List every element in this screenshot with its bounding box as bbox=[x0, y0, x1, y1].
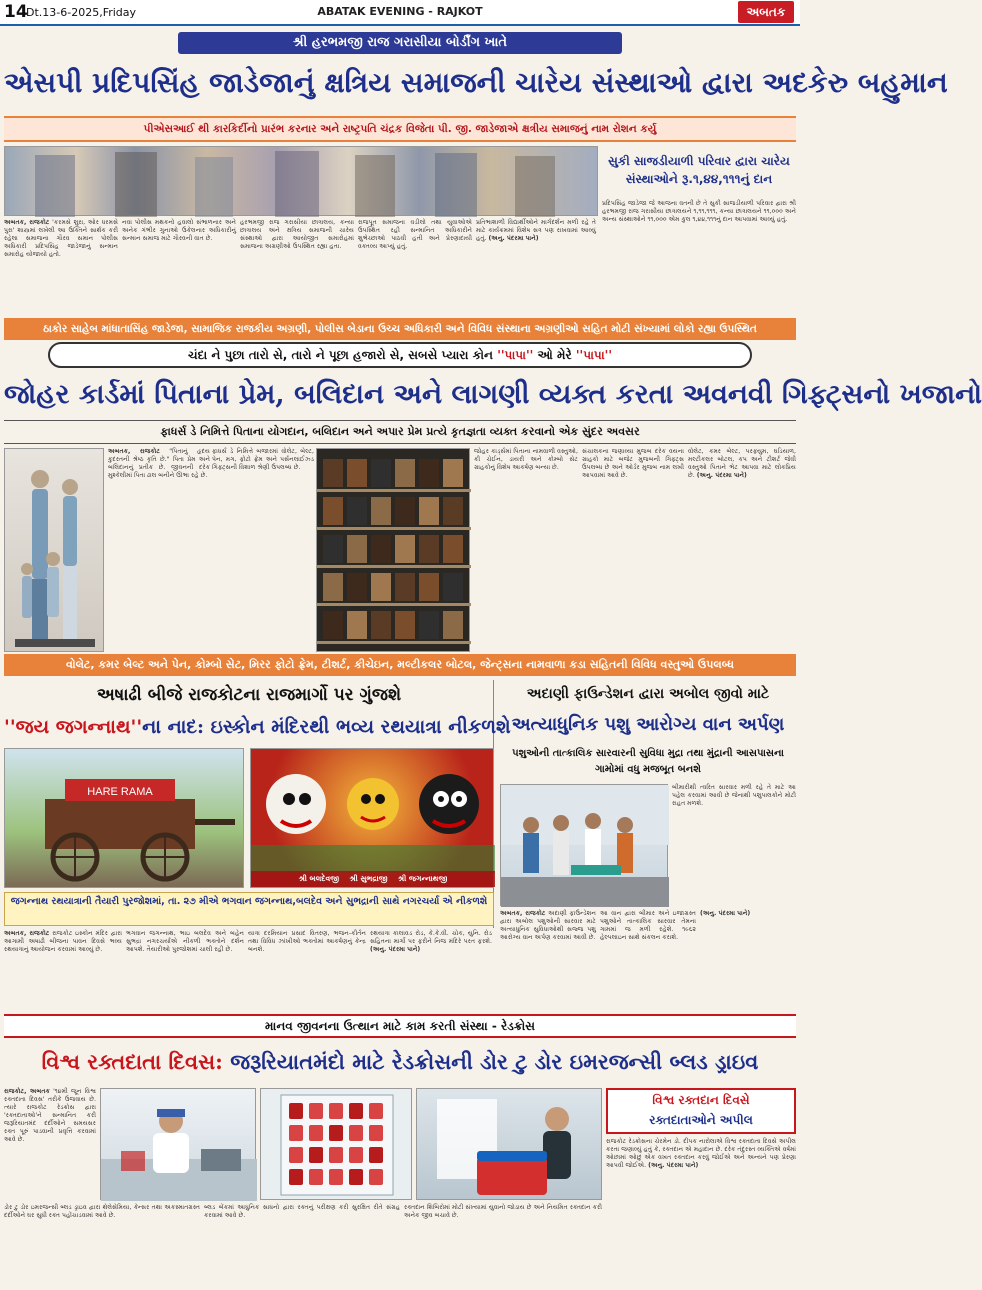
story5-column bbox=[4, 1088, 96, 1200]
story2-footer: વોલેટ, કમર બેલ્ટ અને પેન, કોમ્બો સેટ, મિરર ફોટો ફ્રેમ, ટીશર્ટ, કીચેઇન, મલ્ટીકલર બોટલ, જેન્ટ્સના નામવાળા કડા સહિતની વિવિધ વસ્તુઓ ઉપલબ્ધ bbox=[4, 654, 796, 676]
family-figurine bbox=[5, 449, 105, 653]
blood-bag bbox=[349, 1103, 363, 1119]
wallet-item bbox=[323, 611, 343, 639]
story4-side-column: બીમારીથી ત્વરિત સારવાર મળી રહે તે માટે આ પહેલ કરવામાં આવી છે જેનાથી પશુપાલકોને મોટી રાહત મળશે. bbox=[672, 784, 796, 807]
blood-bag bbox=[349, 1147, 363, 1163]
story3-body bbox=[4, 930, 494, 1008]
shelf bbox=[317, 603, 471, 606]
wallet-item bbox=[371, 573, 391, 601]
story5-side-body bbox=[606, 1138, 796, 1286]
handover-ceremony bbox=[501, 785, 669, 907]
kicker-text: ચંદા ને પુછા તારો સે, તારો ને પૂછા હજારો સે, સબસે પ્યારા કોન bbox=[188, 348, 493, 362]
story2-column-text bbox=[108, 448, 210, 652]
story2-column-4: સંચાલકના જણાવ્યા મુજબ દરેક વયના ગ્રાહકો માટે બજેટ મુજબની ગિફ્ટ્સ ઉપલબ્ધ છે અને ઓર્ડર મુજબ નામ લખી આપવામાં આવે છે. bbox=[582, 448, 684, 479]
wallet-item bbox=[371, 497, 391, 525]
wallet-item bbox=[347, 459, 367, 487]
blood-bag bbox=[289, 1103, 303, 1119]
story1-column: નવા પોલીસ મથકનો હવાલો સંભાળનાર અને અનેક ગંભીર ગુનાઓ ઉકેલનાર અધિકારીનું સન્માન સમાજ માટે ગૌરવની વાત છે. bbox=[122, 219, 236, 242]
wallet-item bbox=[443, 459, 463, 487]
story4-credit: (અનુ. પંદરમા પાને) bbox=[700, 910, 751, 917]
story3-column: યાત્રા દરમિયાન પ્રસાદ વિતરણ, ભજન-કીર્તન તથા વિવિધ ઝાંખીઓ ભક્તોમાં આકર્ષણનું કેન્દ્ર બનશે. bbox=[248, 930, 366, 953]
story4-column: આ વાન દ્વારા બીમાર અને ઇજાગ્રસ્ત પશુઓને તાત્કાલિક સારવાર તેમના ગામમાં જ મળી રહેશે. ૧૯૬૨ હેલ્પલાઇન સાથે સંકલન કરાશે. bbox=[600, 910, 696, 941]
headline-text: જરૂરિયાતમંદો માટે રેડક્રોસની ડોર ટુ ડોર ઇમરજન્સી બ્લડ ડ્રાઇવ bbox=[230, 1049, 759, 1074]
kicker-text: ઓ મેરે bbox=[537, 348, 572, 362]
paper-name: ABATAK EVENING - RAJKOT bbox=[317, 5, 483, 18]
wallet-item bbox=[323, 573, 343, 601]
story2-column-2: ફાધર્સ ડે નિમિત્તે બજારમાં વોલેટ, બેલ્ટ, પેન, મગ, ફોટો ફ્રેમ અને પર્સનલાઈઝ્ડ ગિફ્ટ્સની વિશાળ શ્રેણી ઉપલબ્ધ છે. bbox=[212, 448, 314, 471]
story5-credit: (અનુ. પંદરમા પાને) bbox=[648, 1162, 699, 1169]
story5-dateline: રાજકોટ, અબતક bbox=[4, 1088, 50, 1095]
paper-logo: અબતક bbox=[738, 1, 794, 23]
wallet-item bbox=[443, 573, 463, 601]
blood-bag bbox=[349, 1125, 363, 1141]
story2-wallets-photo bbox=[316, 448, 470, 652]
story3-credit: (અનુ. પંદરમા પાને) bbox=[370, 946, 421, 953]
story5-column: બ્લડ બેંકમાં આધુનિક સાધનો દ્વારા રક્તનું પરીક્ષણ કરી સુરક્ષિત રીતે સંગ્રહ કરવામાં આવે છે. bbox=[204, 1204, 400, 1219]
wallet-item bbox=[395, 459, 415, 487]
wallet-item bbox=[323, 535, 343, 563]
story4-column bbox=[500, 910, 596, 1006]
wallet-item bbox=[419, 535, 439, 563]
deity-label: શ્રી જગન્નાથજી bbox=[398, 874, 448, 883]
story2-subhead: ફાધર્સ ડે નિમિત્તે પિતાના યોગદાન, બલિદાન અને અપાર પ્રેમ પ્રત્યે કૃતજ્ઞતા વ્યક્ત કરવાનો એક સુંદર અવસર bbox=[4, 420, 796, 444]
wallet-item bbox=[395, 573, 415, 601]
blood-bag bbox=[289, 1169, 303, 1185]
headline-highlight: વિશ્વ રક્તદાતા દિવસ: bbox=[41, 1049, 223, 1074]
story4-kicker: અદાણી ફાઉન્ડેશન દ્વારા અબોલ જીવો માટે bbox=[526, 686, 770, 702]
wallet-item bbox=[395, 497, 415, 525]
story2-credit: (અનુ. પંદરમા પાને) bbox=[696, 472, 747, 479]
story4-headline: અત્યાધુનિક પશુ આરોગ્ય વાન અર્પણ bbox=[511, 714, 785, 735]
shelf bbox=[317, 489, 471, 492]
blood-bag bbox=[289, 1125, 303, 1141]
story3-dateline: અબતક, રાજકોટ bbox=[4, 930, 50, 937]
story5-text: '૧૪મી જૂન વિશ્વ રક્તદાતા દિવસ' તરીકે ઉજવાય છે. ત્યારે રાજકોટ રેડક્રોસ દ્વારા 'રક્તદાતાઓ'ને સન્માનિત કરી જરૂરિયાતમંદ દર્દીઓને સમયસર રક્ત પૂરું પાડવાની પ્રવૃત્તિ કરવામાં આવે છે. bbox=[4, 1088, 97, 1143]
story3-chariot-photo bbox=[4, 748, 244, 888]
story4 bbox=[500, 680, 796, 1008]
story1-column: હરભમજી રાજ ગરાસીયા છાત્રાલય, કન્યા છાત્રાલય અને ક્ષત્રિય સમાજની ચારેય સંસ્થાઓ દ્વારા આયોજીત સમારોહમાં સમાજના અગ્રણીઓ ઉપસ્થિત રહ્યા હતા. bbox=[240, 219, 354, 250]
story3-text: રથયાત્રા કાલાવડ રોડ, કે.કે.વી. ચોક, યુનિ. રોડ સહિતના માર્ગો પર ફરીને નિજ મંદિરે પરત ફરશે. bbox=[370, 930, 492, 945]
lab-technician bbox=[101, 1089, 257, 1201]
story1-subhead-box bbox=[4, 116, 796, 142]
blood-bag bbox=[309, 1169, 323, 1185]
wallet-item bbox=[419, 497, 439, 525]
wallet-item bbox=[347, 573, 367, 601]
story1-column bbox=[476, 219, 596, 315]
story4-dateline: અબતક, રાજકોટ bbox=[500, 910, 546, 917]
story5-kicker: માનવ જીવનના ઉત્થાન માટે કામ કરતી સંસ્થા - રેડક્રોસ bbox=[4, 1014, 796, 1038]
story3-column: ભગવાન જગન્નાથ, ભાઇ બલદેવ અને બહેન સુભદ્રા નગરચર્યાએ નીકળી ભક્તોને દર્શન આપશે. તૈયારીઓ પુરજોશમાં ચાલી રહી છે. bbox=[126, 930, 244, 953]
story3-deities-photo bbox=[250, 748, 494, 888]
story3-column bbox=[4, 930, 122, 1008]
story2-headline: જોહર કાર્ડમાં પિતાના પ્રેમ, બલિદાન અને લાગણી વ્યક્ત કરતા અવનવી ગિફ્ટ્સનો ખજાનો bbox=[4, 379, 982, 410]
story1-side-body: પ્રદિપસિંહ જાડેજા જે આજના વતની છે તે સુકી સાજડીયાળી પરિવાર દ્વારા શ્રી હરભમજી રાજ ગરાસીયા છાત્રાલયને ૧,૧૧,૧૧૧, કન્યા છાત્રાલયને ૧૧,૦૦૦ અને અન્ય સંસ્થાઓને ૧૧,૦૦૦ એમ કુલ ૧,૪૪,૧૧૧નું દાન આપવામાં આવ્યું હતું. bbox=[602, 200, 796, 223]
headline-quote: ''જય જગન્નાથ'' bbox=[4, 716, 143, 738]
shelf bbox=[317, 527, 471, 530]
shelf bbox=[317, 565, 471, 568]
masthead bbox=[0, 0, 800, 26]
wallet-item bbox=[419, 459, 439, 487]
story3-column bbox=[370, 930, 492, 1008]
blood-bag bbox=[369, 1125, 383, 1141]
wallet-item bbox=[419, 573, 439, 601]
chariot bbox=[5, 749, 245, 889]
wallet-item bbox=[443, 611, 463, 639]
wallet-item bbox=[395, 535, 415, 563]
deity-label: શ્રી બલદેવજી bbox=[298, 874, 340, 883]
story2-kicker bbox=[48, 342, 752, 368]
wallet-item bbox=[371, 611, 391, 639]
story2-column-text bbox=[688, 448, 796, 652]
people-silhouettes bbox=[5, 147, 599, 217]
story4-text: અદાણી ફાઉન્ડેશન દ્વારા અબોલ પશુઓની સારવાર માટે અત્યાધુનિક સુવિધાઓથી સજ્જ પશુ આરોગ્ય વાન અર્પણ કરવામાં આવી છે. bbox=[500, 910, 596, 941]
wallet-item bbox=[323, 459, 343, 487]
story5-column: રક્તદાન શિબિરોમાં મોટી સંખ્યામાં યુવાનો જોડાય છે અને નિયમિત રક્તદાન કરી અનેક જીવ બચાવે છે. bbox=[404, 1204, 602, 1219]
story2-family-figurine-photo bbox=[4, 448, 104, 652]
wallet-item bbox=[347, 535, 367, 563]
story3-kicker: અષાઢી બીજે રાજકોટના રાજમાર્ગો પર ગુંજશે bbox=[96, 685, 402, 705]
story5-side-title bbox=[606, 1088, 796, 1134]
story1-footer: ઠાકોર સાહેબ માંધાતાસિંહ જાડેજા, સામાજિક રાજકીય અગ્રણી, પોલીસ બેડાના ઉચ્ચ અધિકારી અને વિવિધ સંસ્થાના અગ્રણીઓ સહિત મોટી સંખ્યામાં લોકો રહ્યા ઉપસ્થિત bbox=[4, 318, 796, 340]
blood-bag bbox=[369, 1103, 383, 1119]
wallet-item bbox=[347, 611, 367, 639]
wallet-display-shelves bbox=[317, 449, 471, 653]
story1-dateline: અબતક, રાજકોટ bbox=[4, 219, 50, 226]
chariot-banner: HARE RAMA bbox=[87, 786, 153, 798]
story5-headline bbox=[4, 1040, 796, 1084]
story2-dateline: અબતક, રાજકોટ bbox=[108, 448, 160, 455]
story1-group-photo bbox=[4, 146, 598, 216]
blood-bag bbox=[329, 1147, 343, 1163]
shelf bbox=[317, 641, 471, 644]
story1-headline: એસપી પ્રદિપસિંહ જાડેજાનું ક્ષત્રિય સમાજની ચારેય સંસ્થાઓ દ્વારા અદકેરુ બહુમાન bbox=[4, 66, 948, 99]
story1-subhead: પીએસઆઈ થી કારકિર્દીનો પ્રારંભ કરનાર અને રાષ્ટ્રપતિ ચંદ્રક વિજેતા પી. જી. જાડેજાએ ક્ષત્રીય સમાજનું નામ રોશન કર્યુ bbox=[143, 123, 657, 135]
issue-date: Dt.13-6-2025,Friday bbox=[26, 6, 137, 19]
blood-bag bbox=[329, 1103, 343, 1119]
blood-bag bbox=[309, 1147, 323, 1163]
wallet-item bbox=[323, 497, 343, 525]
blood-bag bbox=[329, 1169, 343, 1185]
wallet-item bbox=[371, 535, 391, 563]
story1-column bbox=[4, 219, 118, 315]
story1-body bbox=[4, 219, 598, 315]
story4-subhead: પશુઓની તાત્કાલિક સારવારની સુવિધા મુદ્રા તથા મુંદ્રાની આસપાસના ગામોમાં વધુ મજબૂત બનશે bbox=[512, 748, 784, 775]
kicker-quote: ''પાપા'' bbox=[575, 348, 612, 362]
story3-subhead: જગન્નાથ રથયાત્રાની તૈયારી પુરજોશમાં, તા. ૨૭ મીએ ભગવાન જગન્નાથ,બલદેવ અને સુભદ્રાની સાથે નગરચર્યા એ નીકળશે bbox=[4, 892, 494, 926]
story2-text: "પિતાનું હૃદય કુદરતની શ્રેષ્ઠ કૃતિ છે." પિતા પ્રેમ અને બલિદાનનું પ્રતીક છે. જીવનની દરેક મુશ્કેલીમાં પિતા ઢાલ બનીને ઊભા રહે છે. bbox=[108, 448, 210, 479]
story2-column-3: જોહર કાર્ડ્સમાં પિતાના નામવાળી વસ્તુઓ, કી ચેઈન, ડાયરી અને કોમ્બો સેટ ગ્રાહકોનું વિશેષ આકર્ષણ બન્યા છે. bbox=[474, 448, 578, 471]
story5-column: ડોર ટુ ડોર ઇમરજન્સી બ્લડ ડ્રાઇવ દ્વારા થેલેસેમિયા, કેન્સર તથા અકસ્માતગ્રસ્ત દર્દીઓને ઘર સુધી રક્ત પહોંચાડવામાં આવે છે. bbox=[4, 1204, 200, 1219]
story3 bbox=[4, 680, 511, 928]
blood-bag bbox=[309, 1103, 323, 1119]
story1-column: રાજપૂત સમાજના વડીલો તથા યુવાઓએ ઉપસ્થિત રહી સન્માનિત અધિકારીને શુભેચ્છાઓ પાઠવી હતી અને પ્રેરણાદાયી વક્તવ્ય આપ્યું હતું. bbox=[358, 219, 472, 250]
page-number: 14 bbox=[4, 2, 28, 22]
side-title-line1: વિશ્વ રક્તદાન દિવસે bbox=[652, 1093, 750, 1107]
story1-text: પ્રતિભાશાળી વિદ્યાર્થીઓને માર્ગદર્શન મળી રહે તે માટે કાર્યક્રમમાં વિશેષ સત્ર પણ રાખવામાં આવ્યું હતું. bbox=[476, 219, 596, 242]
headline-text: ના નાદ: ઇસ્કોન મંદિરથી ભવ્ય રથયાત્રા નીકળશે bbox=[142, 716, 511, 738]
wallet-item bbox=[371, 459, 391, 487]
story2-column-5 bbox=[688, 448, 796, 652]
side-headline-line2: સંસ્થાઓને રૂ.૧,૪૪,૧૧૧નું દાન bbox=[625, 172, 773, 186]
story2-text: વોલેટ, કમર બેલ્ટ, પરફ્યુમ, ઘડિયાળ, મલ્ટીકલર બોટલ, કપ અને ટીશર્ટ જેવી વસ્તુઓ પિતાને ભેટ આપવા માટે લોકપ્રિય છે. bbox=[688, 448, 796, 479]
story5-blood-storage-photo bbox=[260, 1088, 412, 1200]
wallet-item bbox=[395, 611, 415, 639]
kicker-quote: ''પાપા'' bbox=[497, 348, 534, 362]
blood-cooler-box bbox=[417, 1089, 603, 1201]
deities bbox=[251, 749, 495, 873]
story4-van-handover-photo bbox=[500, 784, 668, 906]
story3-headline bbox=[4, 710, 511, 744]
deity-label: શ્રી સુભદ્રાજી bbox=[349, 874, 388, 883]
blood-bag bbox=[369, 1147, 383, 1163]
story1-side-headline bbox=[602, 152, 796, 196]
blood-storage-fridge bbox=[261, 1089, 413, 1201]
story4-column bbox=[700, 910, 796, 1006]
story5-lab-photo bbox=[100, 1088, 256, 1200]
wallet-item bbox=[419, 611, 439, 639]
wallet-item bbox=[443, 497, 463, 525]
blood-bag bbox=[329, 1125, 343, 1141]
story1-kicker: શ્રી હરભમજી રાજ ગરાસીયા બોર્ડીંગ ખાતે bbox=[178, 32, 622, 54]
blood-bag bbox=[309, 1125, 323, 1141]
side-headline-line1: સુકી સાજડીયાળી પરિવાર દ્વારા ચારેય bbox=[608, 154, 790, 168]
blood-bag bbox=[289, 1147, 303, 1163]
deity-labels bbox=[251, 871, 495, 887]
blood-bag bbox=[369, 1169, 383, 1185]
wallet-item bbox=[443, 535, 463, 563]
story1-text: 'કરમસે શુરા, ઓર ધરમસે પુરા' શાસ્ત્રમાં લખેલી આ ઉક્તિને સાર્થક કરી રહેલા સમાજના ગૌરવ સમાન પોલીસ અધિકારી પ્રદિપસિંહ જાડેજાનું સન્માન સમારોહ યોજાયો હતો. bbox=[4, 219, 118, 258]
story5-side-text: રાજકોટ રેડક્રોસના ચેરમેન ડો. દીપક નારોલાએ વિશ્વ રક્તદાતા દિવસે અપીલ કરતા જણાવ્યું હતું કે, રક્તદાન એ મહાદાન છે. દરેક તંદુરસ્ત વ્યક્તિએ વર્ષમાં ઓછામાં ઓછું એક વખત રક્તદાન કરવું જોઈએ અને અન્યને પણ પ્રેરણા આપવી જોઈએ. bbox=[606, 1138, 796, 1169]
wallet-item bbox=[347, 497, 367, 525]
story2-column-1 bbox=[108, 448, 210, 652]
blood-bag bbox=[349, 1169, 363, 1185]
story5-cooler-photo bbox=[416, 1088, 602, 1200]
side-title-line2: રક્તદાતાઓને અપીલ bbox=[649, 1113, 753, 1127]
story3-text: રાજકોટ ઇસ્કોન મંદિર દ્વારા આગામી અષાઢી બીજના પાવન દિવસે ભવ્ય રથયાત્રાનું આયોજન કરવામાં આવ્યું છે. bbox=[4, 930, 122, 953]
story1-credit: (અનુ. પંદરમા પાને) bbox=[488, 235, 539, 242]
